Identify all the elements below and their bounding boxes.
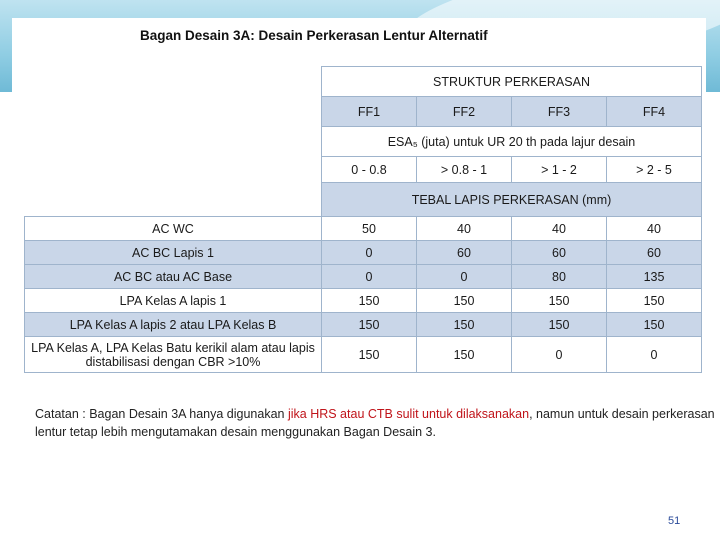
value-cell: 0 [322,265,417,289]
table-row [25,337,702,373]
table-row [25,313,702,337]
value-cell: 60 [607,241,702,265]
ff-header: FF3 [512,97,607,127]
blank-cell [25,97,322,127]
value-cell: 0 [512,337,607,373]
blank-cell [25,183,322,217]
blank-cell [25,67,322,97]
value-cell: 150 [607,289,702,313]
blank-cell [25,157,322,183]
value-cell: 150 [322,313,417,337]
note-prefix: Catatan : Bagan Desain 3A hanya digunakan [35,407,288,421]
pavement-design-table [24,66,702,373]
value-cell: 60 [512,241,607,265]
layer-label: AC BC atau AC Base [25,265,322,289]
ff-header: FF1 [322,97,417,127]
value-cell: 150 [322,337,417,373]
value-cell: 150 [607,313,702,337]
page-number: 51 [668,515,681,527]
struktur-header: STRUKTUR PERKERASAN [322,67,702,97]
note-suffix: , namun untuk desain perkerasan lentur tetap lebih mengutamakan desain menggunakan Bagan Desain 3. [35,407,715,439]
value-cell: 60 [417,241,512,265]
value-cell: 40 [512,217,607,241]
esa-label: ESA₅ (juta) untuk UR 20 th pada lajur desain [322,127,702,157]
value-cell: 150 [417,313,512,337]
ff-header: FF4 [607,97,702,127]
value-cell: 0 [322,241,417,265]
value-cell: 135 [607,265,702,289]
table-row [25,241,702,265]
table-row [25,265,702,289]
range-cell: > 2 - 5 [607,157,702,183]
note-highlight: jika HRS atau CTB sulit untuk dilaksanakan [287,407,530,421]
chart-title: Bagan Desain 3A: Desain Perkerasan Lentur Alternatif [140,28,488,43]
range-cell: > 0.8 - 1 [417,157,512,183]
value-cell: 150 [512,289,607,313]
layer-label: AC BC Lapis 1 [25,241,322,265]
value-cell: 40 [607,217,702,241]
layer-label: AC WC [25,217,322,241]
value-cell: 80 [512,265,607,289]
note-text [35,405,720,441]
range-cell: 0 - 0.8 [322,157,417,183]
value-cell: 40 [417,217,512,241]
value-cell: 0 [417,265,512,289]
tebal-label: TEBAL LAPIS PERKERASAN (mm) [322,183,702,217]
blank-cell [25,127,322,157]
table-row [25,289,702,313]
layer-label: LPA Kelas A lapis 1 [25,289,322,313]
layer-label: LPA Kelas A, LPA Kelas Batu kerikil alam atau lapis distabilisasi dengan CBR >10% [25,337,322,373]
layer-label: LPA Kelas A lapis 2 atau LPA Kelas B [25,313,322,337]
ff-header: FF2 [417,97,512,127]
value-cell: 150 [417,337,512,373]
value-cell: 150 [512,313,607,337]
table-row [25,217,702,241]
value-cell: 50 [322,217,417,241]
value-cell: 0 [607,337,702,373]
range-cell: > 1 - 2 [512,157,607,183]
value-cell: 150 [417,289,512,313]
value-cell: 150 [322,289,417,313]
